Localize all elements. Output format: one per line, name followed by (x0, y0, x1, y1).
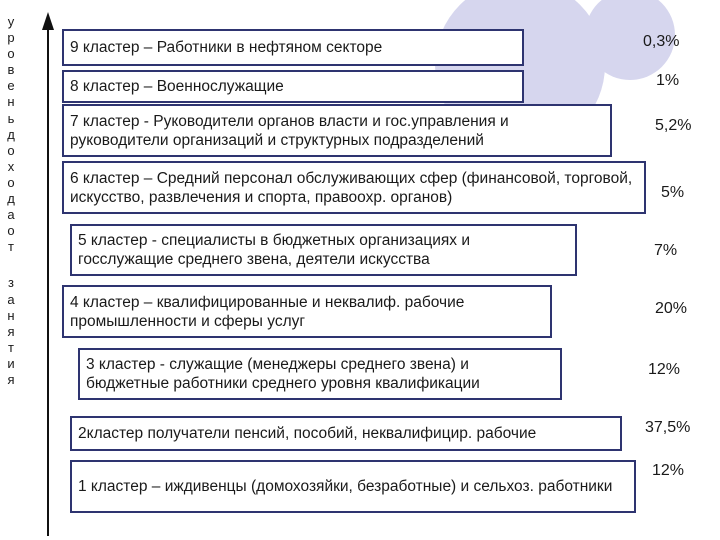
cluster-label: 9 кластер – Работники в нефтяном секторе (70, 39, 383, 56)
cluster-label: 3 кластер - служащие (менеджеры среднего звена) и бюджетные работники среднего уровня квалификации (86, 356, 480, 392)
cluster-box-5 (70, 224, 577, 276)
axis-letter: а (7, 291, 15, 307)
percent-label-8: 1% (656, 72, 680, 89)
axis-letter: т (8, 239, 14, 255)
axis-letter: я (7, 371, 15, 387)
cluster-box-2 (70, 416, 622, 451)
axis-letter: ь (7, 110, 15, 126)
axis-letter: н (7, 94, 15, 110)
cluster-label: 2кластер получатели пенсий, пособий, неквалифицир. рабочие (78, 425, 537, 442)
axis-letter: и (7, 355, 15, 371)
axis-letter: о (7, 174, 15, 190)
axis-letter: о (7, 46, 15, 62)
cluster-box-4 (62, 285, 552, 338)
axis-label-vertical (0, 14, 22, 388)
cluster-label: 4 кластер – квалифицированные и неквалиф. рабочие промышленности и сферы услуг (70, 293, 465, 330)
axis-letter: н (7, 307, 15, 323)
cluster-label: 8 кластер – Военнослужащие (70, 78, 284, 95)
percent-label-6: 5% (661, 184, 685, 201)
cluster-box-1 (70, 460, 636, 513)
axis-letter: з (8, 275, 14, 291)
axis-letter: о (7, 142, 15, 158)
axis-letter: в (7, 62, 15, 78)
axis-letter: е (7, 78, 15, 94)
axis-letter: х (7, 158, 15, 174)
axis-letter: а (7, 207, 15, 223)
axis-letter: д (7, 126, 15, 142)
axis-line (47, 28, 49, 536)
percent-label-3: 12% (648, 361, 681, 378)
axis-letter: т (8, 339, 14, 355)
percent-label-9: 0,3% (643, 33, 680, 50)
axis-letter: р (7, 30, 15, 46)
cluster-label: 5 кластер - специалисты в бюджетных организациях и госслужащие среднего звена, деятели искусства (78, 232, 470, 268)
percent-label-2: 37,5% (645, 419, 691, 436)
axis-letter: я (7, 323, 15, 339)
cluster-box-6 (62, 161, 646, 214)
cluster-box-7 (62, 104, 612, 157)
cluster-label: 1 кластер – иждивенцы (домохозяйки, безработные) и сельхоз. работники (78, 478, 613, 495)
percent-label-7: 5,2% (655, 117, 692, 134)
cluster-box-9 (62, 29, 524, 66)
axis-letter: о (7, 223, 15, 239)
cluster-box-3 (78, 348, 562, 400)
percent-label-5: 7% (654, 242, 678, 259)
cluster-label: 7 кластер - Руководители органов власти и гос.управления и руководители организаций и структурных подразделений (70, 112, 509, 149)
percent-label-1: 12% (652, 462, 685, 479)
cluster-box-8 (62, 70, 524, 103)
axis-letter: д (7, 191, 15, 207)
percent-label-4: 20% (655, 300, 688, 317)
cluster-label: 6 кластер – Средний персонал обслуживающих сфер (финансовой, торговой, искусство, развлечения и спорта, правоохр. органов) (70, 169, 633, 206)
axis-letter: у (7, 14, 15, 29)
